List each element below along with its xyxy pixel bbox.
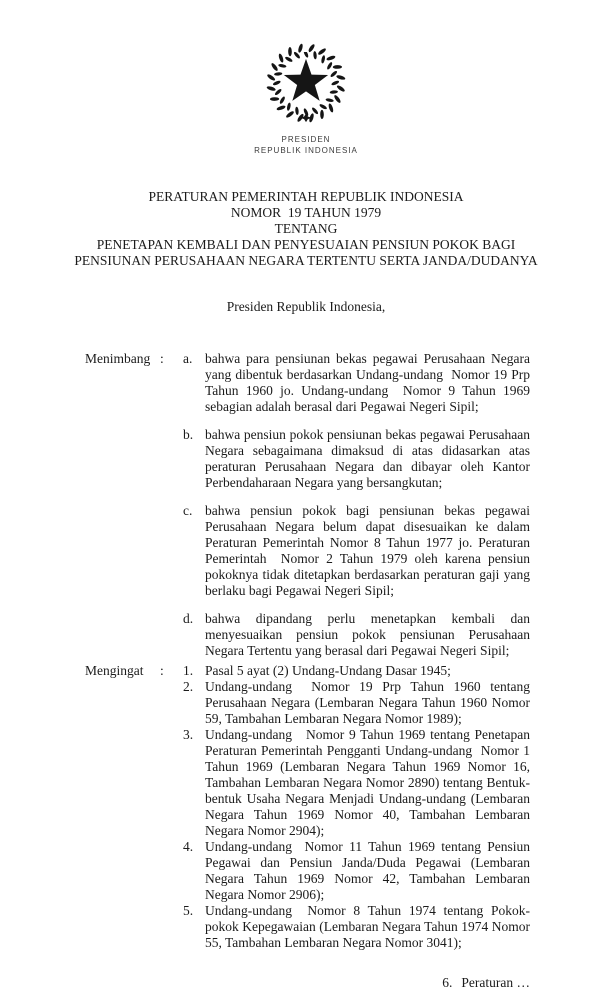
title-line-4: PENETAPAN KEMBALI DAN PENYESUAIAN PENSIUN POKOK BAGI: [96, 237, 516, 252]
menimbang-item-b: [183, 427, 530, 491]
item-text: Undang-undang Nomor 9 Tahun 1969 tentang Penetapan Peraturan Pemerintah Pengganti Undang-undang Nomor 1 Tahun 1969 (Lembaran Negara Tahun 1969 Nomor 16, Tambahan Lembaran Negara Nomor 2890) tentang Bentuk-bentuk Usaha Negara Menjadi Undang-undang (Lembaran Negara Tahun 1969 Nomor 40, Tambahan Lembaran Negara Nomor 2904);: [205, 727, 530, 838]
mengingat-item-2: [183, 679, 530, 727]
menimbang-body: [183, 351, 530, 659]
presidential-star-wreath-emblem-icon: [262, 40, 350, 126]
title-line-2: NOMOR 19 TAHUN 1979: [230, 205, 382, 220]
item-marker: 3.: [183, 727, 194, 742]
mengingat-item-5: [183, 903, 530, 951]
title-line-3: TENTANG: [274, 221, 338, 236]
section-mengingat: [85, 663, 530, 951]
item-marker: c.: [183, 503, 193, 518]
wreath-top-notch: [303, 41, 309, 52]
mengingat-label: Mengingat: [85, 663, 144, 678]
catchword-text: Peraturan …: [461, 975, 530, 990]
title-line-1: PERATURAN PEMERINTAH REPUBLIK INDONESIA: [148, 189, 464, 204]
mengingat-item-3: [183, 727, 530, 839]
item-text: bahwa pensiun pokok pensiunan bekas pegawai Perusahaan Negara sebagaimana dimaksud di atas didasarkan atas peraturan Perusahaan Negara dan dibayar oleh Kantor Perbendaharaan Negara yang bersangkutan;: [205, 427, 530, 490]
menimbang-item-a: [183, 351, 530, 415]
mengingat-item-1: [183, 663, 530, 679]
letterhead-institution: REPUBLIK INDONESIA: [254, 146, 358, 155]
catchword-number: 6.: [442, 975, 453, 990]
letterhead: [0, 0, 612, 156]
item-text: bahwa dipandang perlu menetapkan kembali dan menyesuaikan pensiun pokok pensiunan Perusahaan Negara Tertentu yang berasal dari Pegawai Negeri Sipil;: [205, 611, 530, 658]
item-text: Undang-undang Nomor 8 Tahun 1974 tentang Pokok-pokok Kepegawaian (Lembaran Negara Tahun 1974 Nomor 55, Tambahan Lembaran Negara Nomor 3041);: [205, 903, 530, 950]
menimbang-item-d: [183, 611, 530, 659]
menimbang-item-c: [183, 503, 530, 599]
item-marker: 1.: [183, 663, 194, 678]
item-marker: a.: [183, 351, 193, 366]
title-line-5: PENSIUNAN PERUSAHAAN NEGARA TERTENTU SERTA JANDA/DUDANYA: [74, 253, 538, 268]
item-text: Undang-undang Nomor 19 Prp Tahun 1960 tentang Perusahaan Negara (Lembaran Negara Tahun 1960 Nomor 59, Tambahan Lembaran Negara Nomor 1989);: [205, 679, 530, 726]
section-menimbang: [85, 351, 530, 659]
item-text: Undang-undang Nomor 11 Tahun 1969 tentang Pensiun Pegawai dan Pensiun Janda/Duda Pegawai (Lembaran Negara Tahun 1969 Nomor 42, Tambahan Lembaran Negara Nomor 2906);: [205, 839, 530, 902]
item-text: bahwa pensiun pokok bagi pensiunan bekas pegawai Perusahaan Negara belum dapat disesuaikan ke dalam Peraturan Pemerintah Nomor 8 Tahun 1977 jo. Peraturan Pemerintah Nomor 2 Tahun 1979 oleh karena pensiun pokoknya tidak ditetapkan berdasarkan peraturan gaji yang berlaku bagi Pegawai Negeri Sipil;: [205, 503, 530, 598]
document-title: [0, 189, 612, 269]
salutation: Presiden Republik Indonesia,: [226, 299, 386, 314]
item-marker: 5.: [183, 903, 194, 918]
mengingat-colon: :: [160, 663, 164, 678]
item-marker: 4.: [183, 839, 194, 854]
mengingat-item-4: [183, 839, 530, 903]
star-icon: [284, 59, 328, 101]
item-text: bahwa para pensiunan bekas pegawai Perusahaan Negara yang dibentuk berdasarkan Undang-undang Nomor 19 Prp Tahun 1960 jo. Undang-undang Nomor 9 Tahun 1969 sebagian adalah berasal dari Pegawai Negeri Sipil;: [205, 351, 530, 414]
item-marker: 2.: [183, 679, 194, 694]
item-marker: b.: [183, 427, 194, 442]
mengingat-body: [183, 663, 530, 951]
menimbang-label: Menimbang: [85, 351, 151, 366]
menimbang-colon: :: [160, 351, 164, 366]
letterhead-presiden: PRESIDEN: [281, 135, 331, 144]
page-continuation-catchword: [0, 975, 530, 991]
item-text: Pasal 5 ayat (2) Undang-Undang Dasar 1945;: [205, 663, 451, 678]
item-marker: d.: [183, 611, 194, 626]
